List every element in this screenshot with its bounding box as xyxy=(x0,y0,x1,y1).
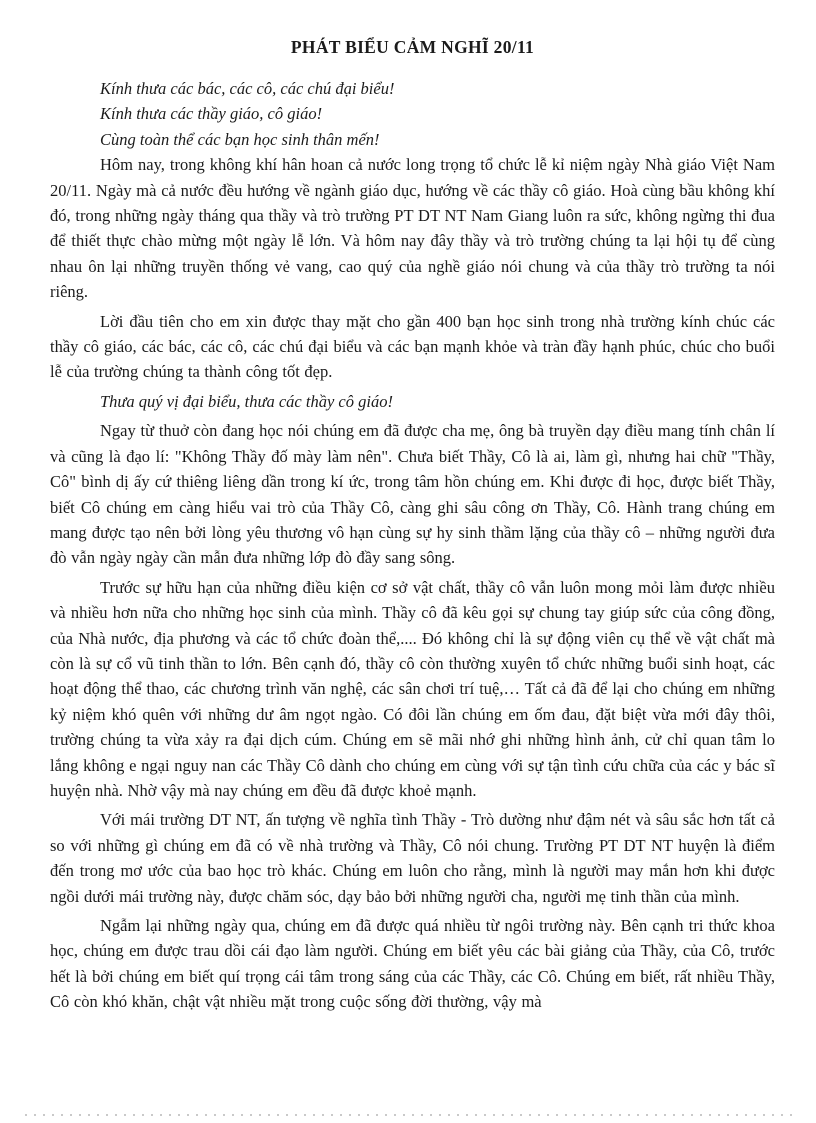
greeting-line-teachers: Kính thưa các thầy giáo, cô giáo! xyxy=(100,104,323,124)
salutation-line: Thưa quý vị đại biểu, thưa các thầy cô giáo! xyxy=(100,391,393,411)
paragraph-opening: Hôm nay, trong không khí hân hoan cả nước long trọng tổ chức lễ kỉ niệm ngày Nhà giáo Việt Nam 20/11. Ngày mà cả nước đều hướng về ngành giáo dục, hướng về các thầy cô giáo. Hoà cùng bầu không khí đó, trong những ngày tháng qua thầy và trò trường PT DT NT Nam Giang luôn ra sức, không ngừng thi đua để thiết thực chào mừng một ngày lễ lớn. Và hôm nay đây thầy và trò trường chúng ta lại hội tụ để cùng nhau ôn lại những truyền thống vẻ vang, cao quý của nghề giáo nói chung và của thầy trò trường ta nói riêng. xyxy=(50,155,775,302)
paragraph-teacher-efforts: Trước sự hữu hạn của những điều kiện cơ sở vật chất, thầy cô vẫn luôn mong mỏi làm được nhiều và nhiều hơn nữa cho những học sinh của mình. Thầy cô đã kêu gọi sự chung tay giúp sức của công đồng, của Nhà nước, địa phương và các tổ chức đoàn thể,.... Đó không chỉ là sự động viên cụ thể về vật chất mà còn là sự cổ vũ tinh thần to lớn. Bên cạnh đó, thầy cô còn thường xuyên tổ chức những buổi sinh hoạt, các hoạt động thể thao, các chương trình văn nghệ, các sân chơi trí tuệ,… Tất cả đã để lại cho chúng em những kỷ niệm khó quên với những dư âm ngọt ngào. Có đôi lần chúng em ốm đau, đặt biệt vừa mới đây thôi, trường chúng ta vừa xảy ra đại dịch cúm. Chúng em sẽ mãi nhớ ghi những hình ảnh, cử chỉ quan tâm lo lắng không e ngại nguy nan các Thầy Cô dành cho chúng em cùng với sự tận tình cứu chữa của các y bác sĩ huyện nhà. Nhờ vậy mà nay chúng em đều đã được khoẻ mạnh. xyxy=(50,577,775,800)
greeting-line-students: Cùng toàn thể các bạn học sinh thân mến! xyxy=(100,129,380,149)
paragraph-reflection: Ngẫm lại những ngày qua, chúng em đã được quá nhiều từ ngôi trường này. Bên cạnh tri thức khoa học, chúng em được trau dồi cái đạo làm người. Chúng em biết yêu các bài giảng của Thầy, của Cô, trước hết là bởi chúng em biết quí trọng cái tâm trong sáng của các Thầy, các Cô. Chúng em biết, rất nhiều Thầy, Cô còn khó khăn, chật vật nhiều mặt trong cuộc sống đời thường, vậy mà xyxy=(50,916,775,1012)
paragraph-school-impression: Với mái trường DT NT, ấn tượng về nghĩa tình Thầy - Trò dường như đậm nét và sâu sắc hơn tất cả so với những gì chúng em đã có về nhà trường và Thầy, Cô nói chung. Trường PT DT NT huyện là điểm đến trong mơ ước của bao học trò khác. Chúng em luôn cho rằng, mình là người may mắn hơn khi được ngồi dưới mái trường này, được chăm sóc, dạy bảo bởi những người cha, người mẹ tinh thần của mình. xyxy=(50,810,775,906)
document-title: PHÁT BIỂU CẢM NGHĨ 20/11 xyxy=(290,37,535,57)
greeting-line-delegates: Kính thưa các bác, các cô, các chú đại biểu! xyxy=(100,79,395,98)
page-break-dotted-line xyxy=(25,1114,794,1116)
paragraph-wishes: Lời đầu tiên cho em xin được thay mặt cho gần 400 bạn học sinh trong nhà trường kính chúc các thầy cô giáo, các bác, các cô, các chú đại biểu và các bạn mạnh khỏe và tràn đầy hạnh phúc, chúc cho buổi lễ của trường chúng ta thành công tốt đẹp. xyxy=(50,311,775,382)
paragraph-teacher-role: Ngay từ thuở còn đang học nói chúng em đã được cha mẹ, ông bà truyền dạy điều mang tính chân lí và cũng là đạo lí: "Không Thầy đố mày làm nên". Chưa biết Thầy, Cô là ai, làm gì, nhưng hai chữ "Thầy, Cô" bình dị ấy cứ thiêng liêng dần trong kí ức, trong tâm hồn chúng em. Khi được đi học, được biết Thầy, biết Cô chúng em càng hiểu vai trò của Thầy Cô, càng ghi sâu công ơn Thầy, Cô. Hành trang chúng em mang được tạo nên bởi lòng yêu thương vô hạn cùng sự hy sinh thầm lặng của thầy cô – những người đưa đò vẫn ngày ngày cần mẫn đưa những lớp đò đầy sang sông. xyxy=(50,421,775,568)
